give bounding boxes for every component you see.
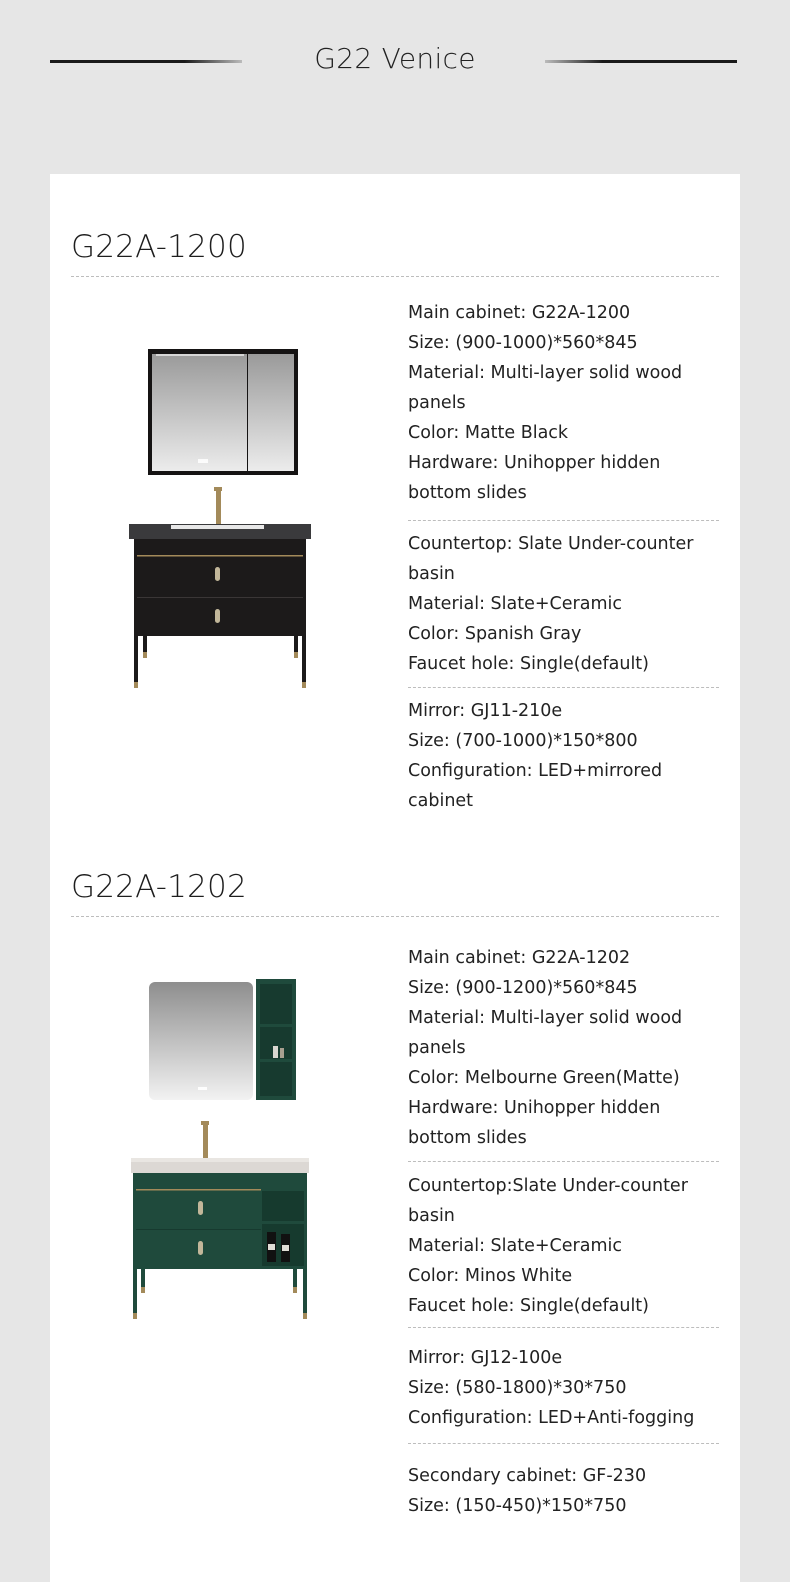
- spec-line: Color: Matte Black: [408, 423, 569, 443]
- spec-line: Main cabinet: G22A-1200: [408, 303, 631, 323]
- spec-line: Configuration: LED+Anti-fogging: [408, 1408, 695, 1428]
- title-divider: [71, 276, 719, 277]
- spec-group-mirror: [408, 688, 719, 816]
- spec-group-mirror: [408, 1328, 719, 1443]
- product-card: [50, 174, 740, 1582]
- spec-list: [408, 298, 719, 816]
- spec-line: Faucet hole: Single(default): [408, 654, 650, 674]
- spec-line: Size: (150-450)*150*750: [408, 1496, 627, 1516]
- title-divider: [71, 916, 719, 917]
- product-model-title: G22A-1200: [71, 229, 247, 265]
- spec-line: Hardware: Unihopper hidden bottom slides: [408, 453, 661, 503]
- spec-line: Material: Slate+Ceramic: [408, 1236, 622, 1256]
- spec-line: Size: (900-1200)*560*845: [408, 978, 638, 998]
- page-title: G22 Venice: [314, 42, 476, 75]
- spec-line: Faucet hole: Single(default): [408, 1296, 650, 1316]
- header-divider-right: [545, 60, 737, 63]
- spec-line: Material: Multi-layer solid wood panels: [408, 1008, 683, 1058]
- spec-line: Secondary cabinet: GF-230: [408, 1466, 647, 1486]
- spec-line: Hardware: Unihopper hidden bottom slides: [408, 1098, 661, 1148]
- spec-line: Material: Slate+Ceramic: [408, 594, 622, 614]
- spec-group-secondary-cabinet: [408, 1444, 719, 1521]
- spec-line: Configuration: LED+mirrored cabinet: [408, 761, 663, 811]
- page-header: [0, 0, 790, 130]
- spec-line: Countertop: Slate Under-counter basin: [408, 534, 694, 584]
- vanity-illustration-green: [131, 979, 321, 1324]
- spec-line: Size: (580-1800)*30*750: [408, 1378, 627, 1398]
- spec-group-countertop: [408, 1162, 719, 1327]
- spec-line: Main cabinet: G22A-1202: [408, 948, 631, 968]
- spec-list: [408, 943, 719, 1521]
- spec-line: Size: (900-1000)*560*845: [408, 333, 638, 353]
- spec-line: Countertop:Slate Under-counter basin: [408, 1176, 688, 1226]
- spec-line: Size: (700-1000)*150*800: [408, 731, 638, 751]
- spec-group-countertop: [408, 521, 719, 687]
- spec-line: Mirror: GJ11-210e: [408, 701, 563, 721]
- spec-group-cabinet: [408, 943, 719, 1161]
- product-model-title: G22A-1202: [71, 869, 247, 905]
- spec-line: Mirror: GJ12-100e: [408, 1348, 563, 1368]
- spec-line: Material: Multi-layer solid wood panels: [408, 363, 683, 413]
- spec-line: Color: Minos White: [408, 1266, 573, 1286]
- vanity-illustration-black: [129, 347, 319, 692]
- spec-group-cabinet: [408, 298, 719, 520]
- spec-line: Color: Melbourne Green(Matte): [408, 1068, 680, 1088]
- spec-line: Color: Spanish Gray: [408, 624, 582, 644]
